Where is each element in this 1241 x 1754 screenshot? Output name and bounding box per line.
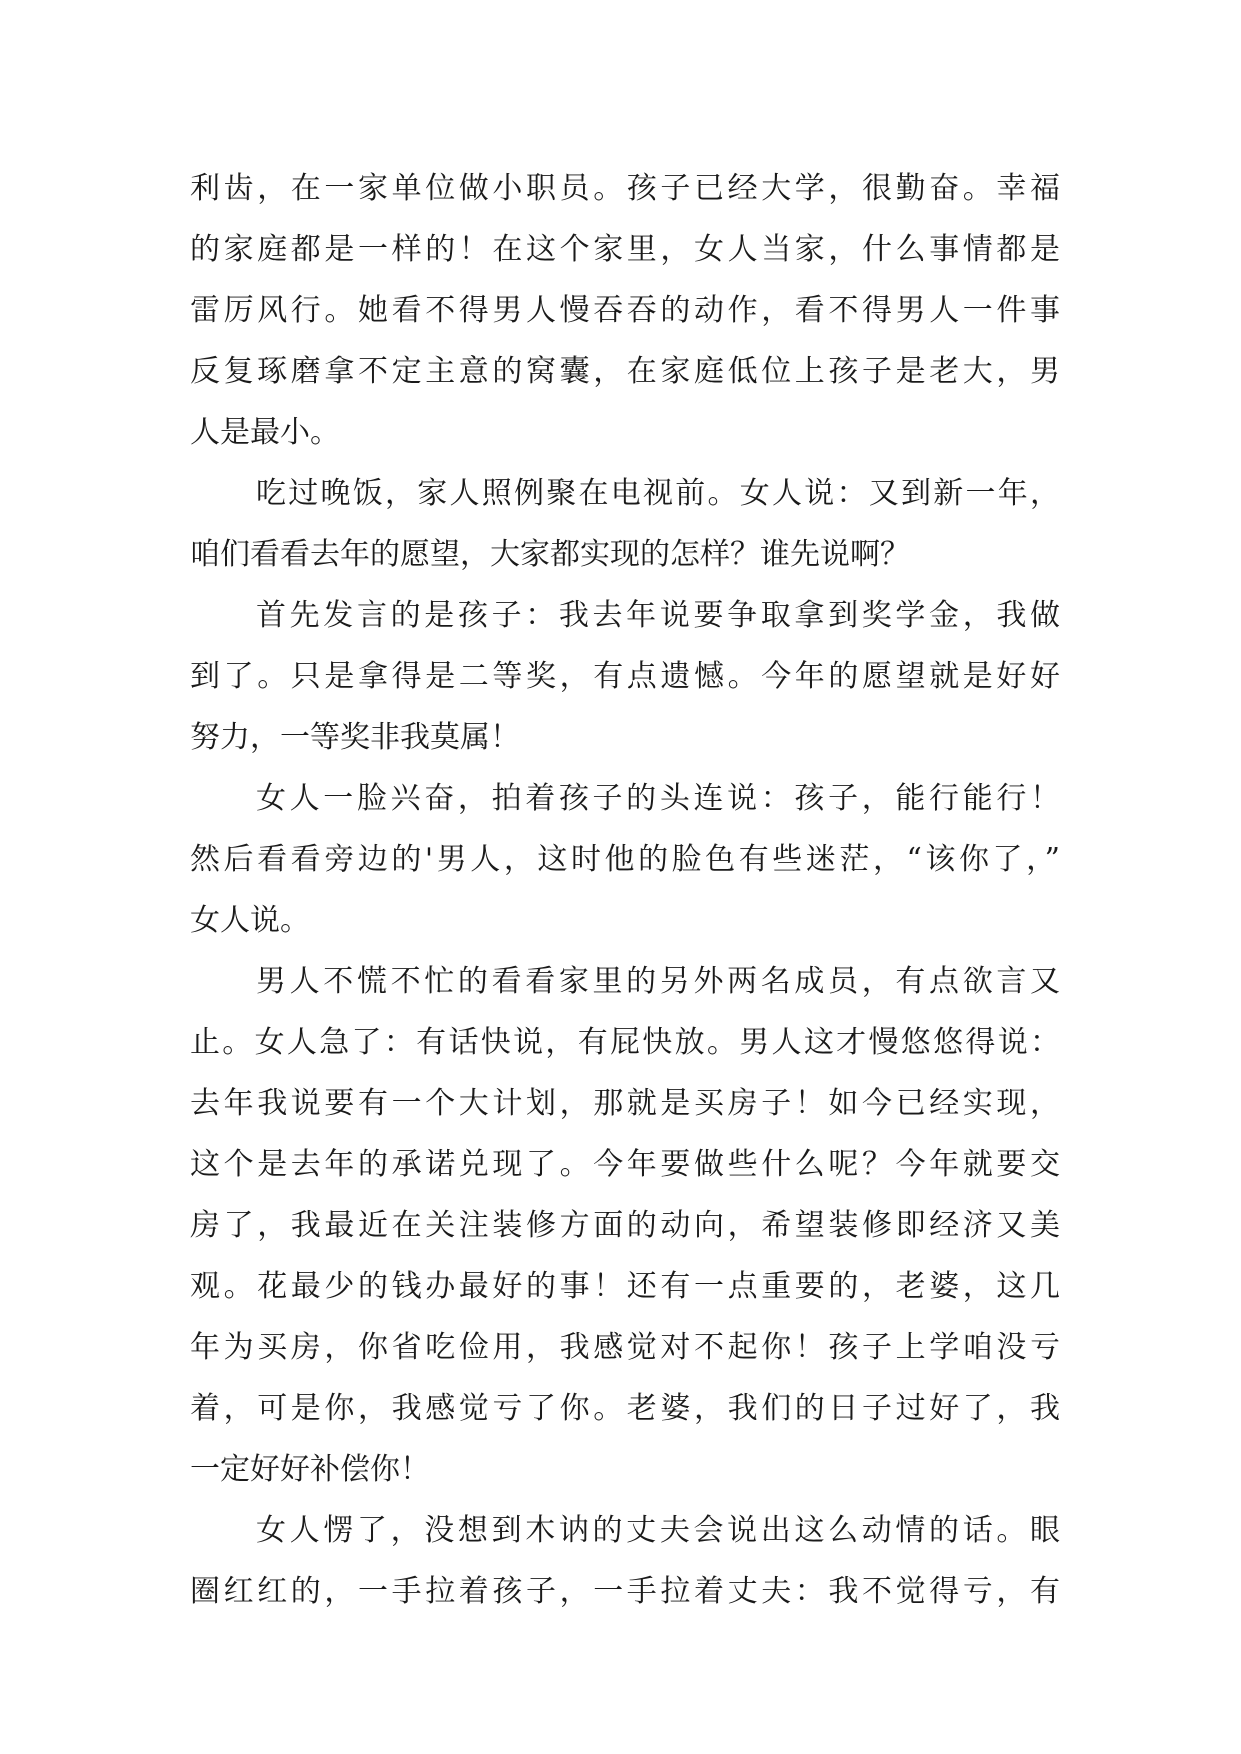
- text-line: 反复琢磨拿不定主意的窝囊，在家庭低位上孩子是老大，男: [190, 354, 1060, 389]
- text-line: 年为买房，你省吃俭用，我感觉对不起你！孩子上学咱没亏: [190, 1330, 1060, 1365]
- text-line: 着，可是你，我感觉亏了你。老婆，我们的日子过好了，我: [190, 1391, 1060, 1426]
- text-line: 女人愣了，没想到木讷的丈夫会说出这么动情的话。眼: [256, 1513, 1060, 1548]
- text-line: 观。花最少的钱办最好的事！还有一点重要的，老婆，这几: [190, 1269, 1060, 1304]
- text-line: 房了，我最近在关注装修方面的动向，希望装修即经济又美: [190, 1208, 1060, 1243]
- text-line: 然后看看旁边的'男人，这时他的脸色有些迷茫，“该你了，”: [190, 842, 1060, 877]
- text-line: 止。女人急了：有话快说，有屁快放。男人这才慢悠悠得说：: [190, 1025, 1060, 1060]
- text-line: 圈红红的，一手拉着孩子，一手拉着丈夫：我不觉得亏，有: [190, 1574, 1060, 1609]
- text-line: 吃过晚饭，家人照例聚在电视前。女人说：又到新一年，: [256, 476, 1060, 511]
- text-line: 努力，一等奖非我莫属！: [190, 720, 520, 755]
- text-line: 的家庭都是一样的！在这个家里，女人当家，什么事情都是: [190, 232, 1060, 267]
- text-line: 女人一脸兴奋，拍着孩子的头连说：孩子，能行能行！: [256, 781, 1060, 816]
- text-line: 雷厉风行。她看不得男人慢吞吞的动作，看不得男人一件事: [190, 293, 1060, 328]
- text-line: 咱们看看去年的愿望，大家都实现的怎样？谁先说啊？: [190, 537, 910, 572]
- text-line: 男人不慌不忙的看看家里的另外两名成员，有点欲言又: [256, 964, 1060, 999]
- text-line: 这个是去年的承诺兑现了。今年要做些什么呢？今年就要交: [190, 1147, 1060, 1182]
- text-line: 去年我说要有一个大计划，那就是买房子！如今已经实现，: [190, 1086, 1060, 1121]
- text-line: 一定好好补偿你！: [190, 1452, 430, 1487]
- body-text: [190, 158, 1060, 1622]
- text-line: 到了。只是拿得是二等奖，有点遗憾。今年的愿望就是好好: [190, 659, 1060, 694]
- text-line: 首先发言的是孩子：我去年说要争取拿到奖学金，我做: [256, 598, 1060, 633]
- text-line: 人是最小。: [190, 415, 340, 450]
- text-line: 女人说。: [190, 903, 310, 938]
- text-line: 利齿，在一家单位做小职员。孩子已经大学，很勤奋。幸福: [190, 171, 1060, 206]
